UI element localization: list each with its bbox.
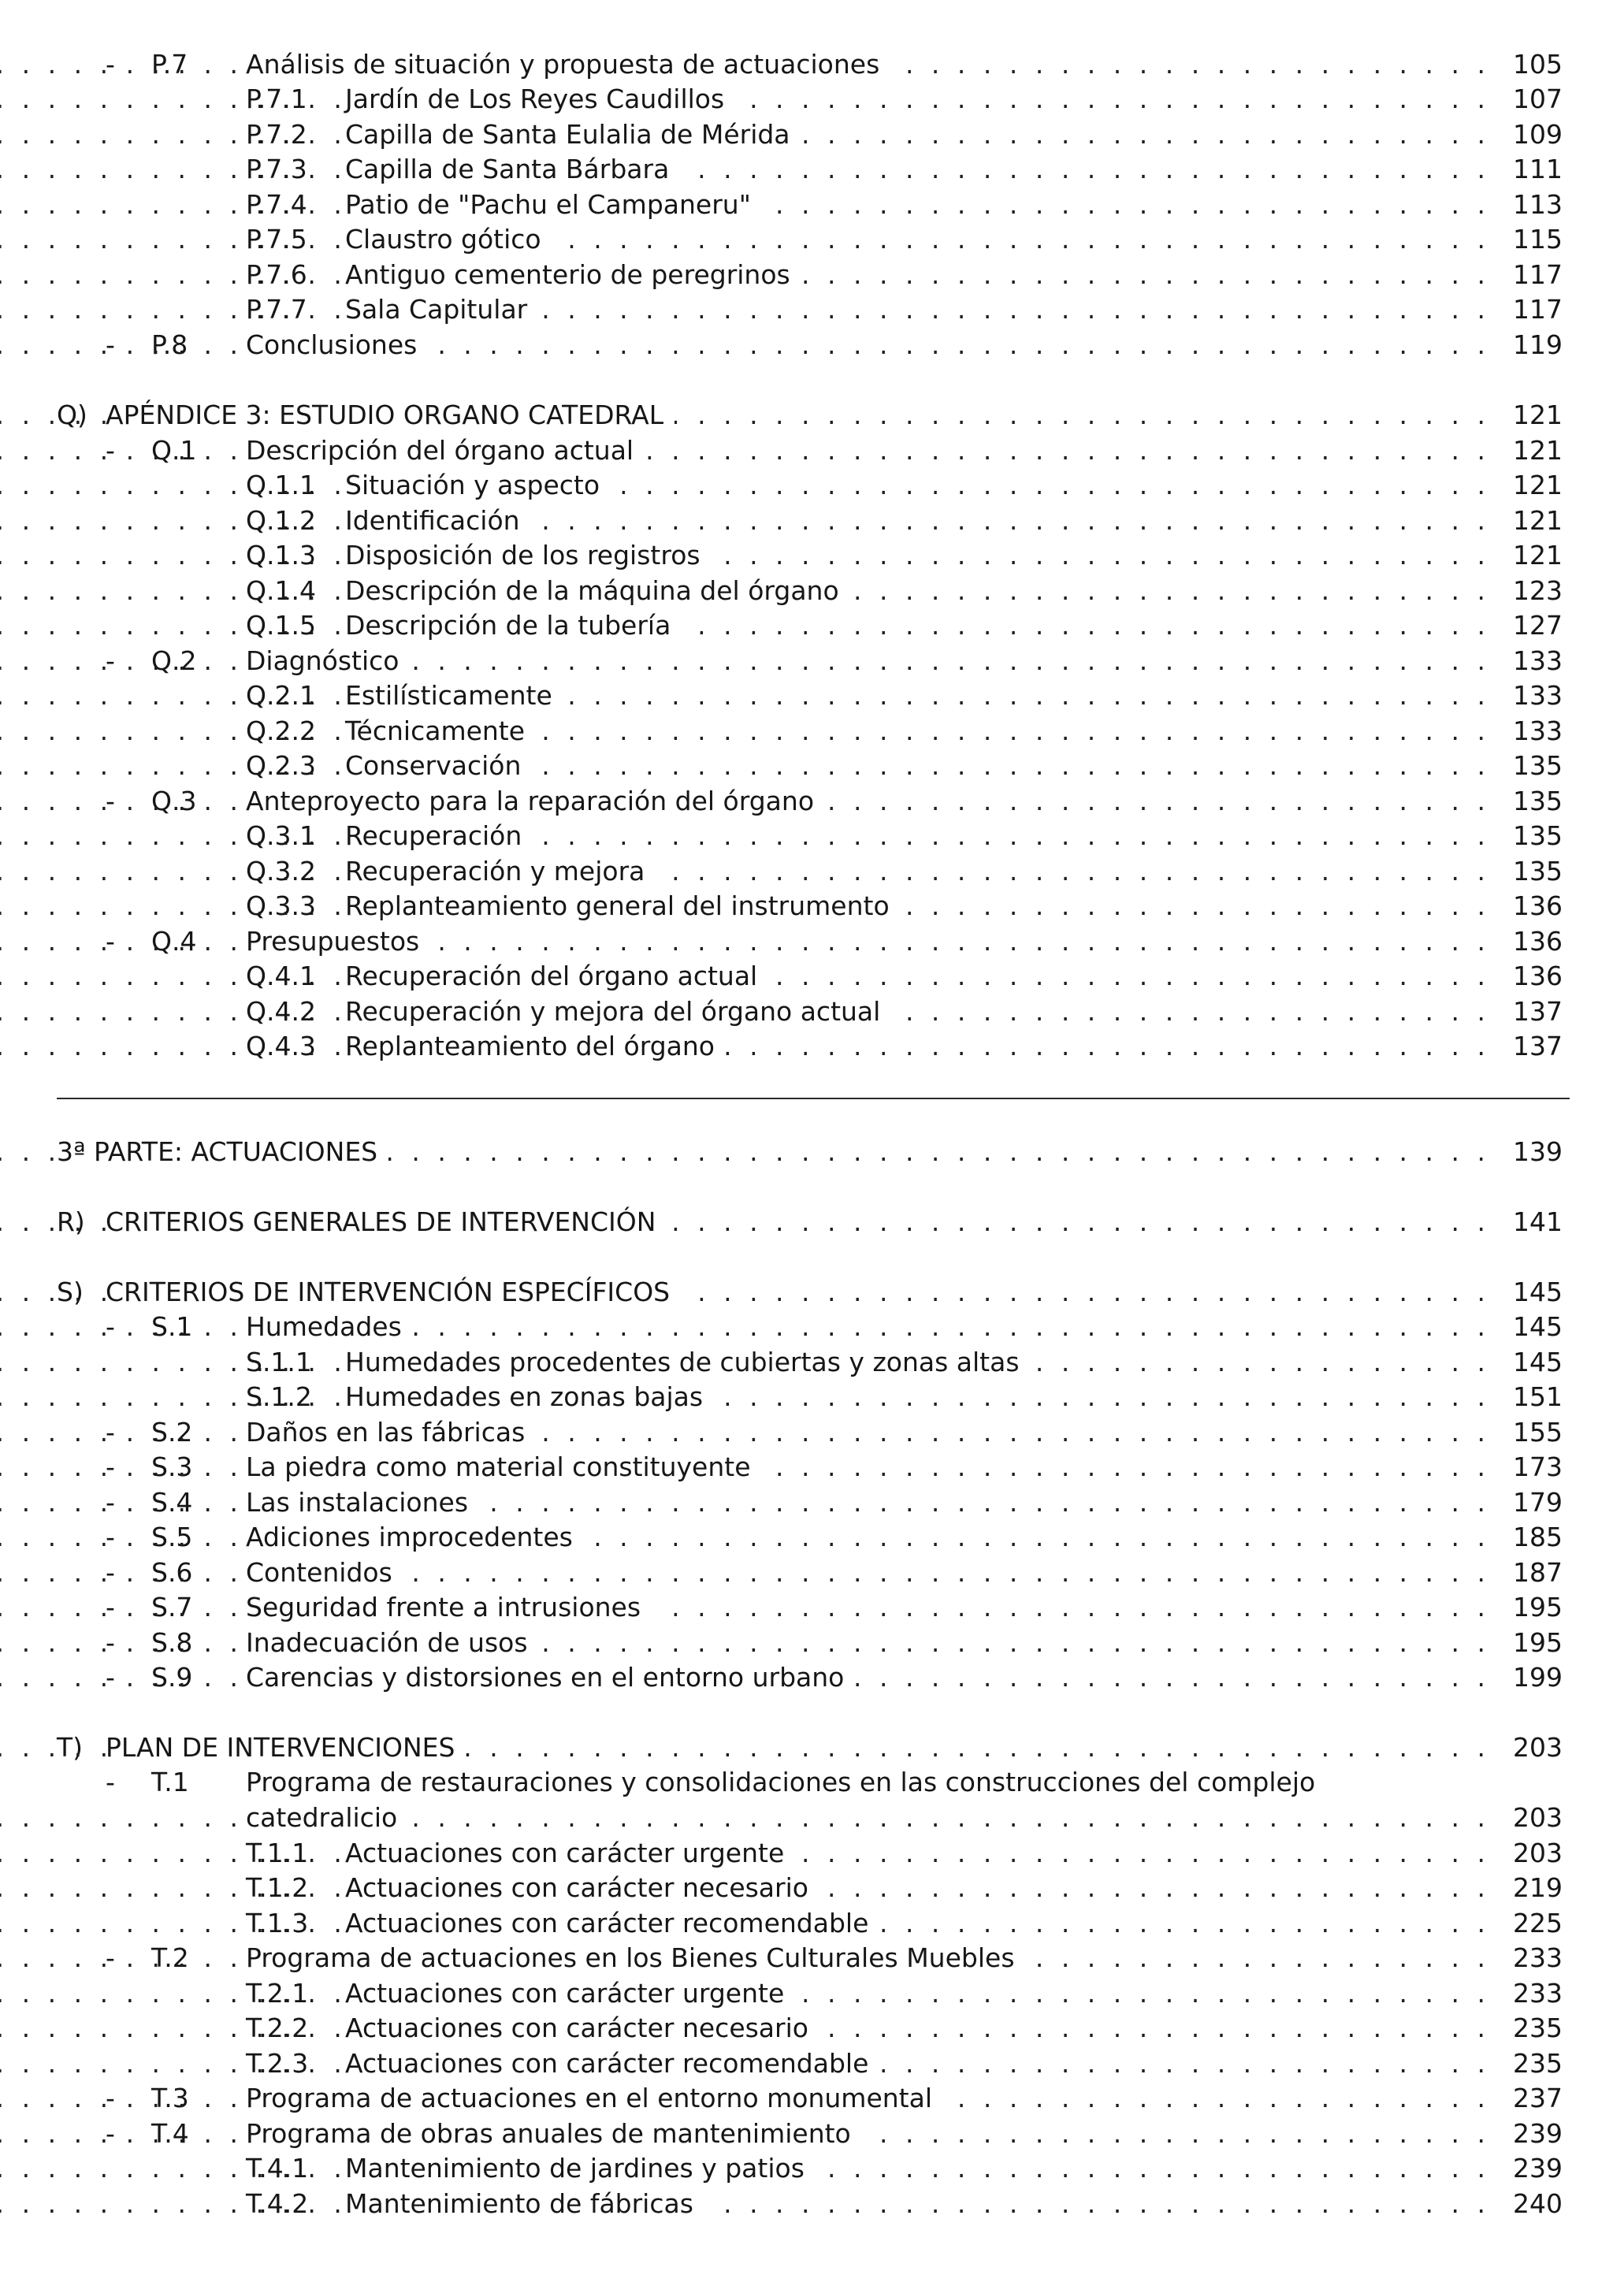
page-number: 239 [1484, 2117, 1563, 2151]
toc-entry [0, 1520, 1624, 1555]
subsection-title: Identificación [345, 504, 531, 538]
page-number: 136 [1484, 924, 1563, 959]
subsection-title: Mantenimiento de jardines y patios [345, 2151, 816, 2186]
page-number: 179 [1484, 1485, 1563, 1520]
toc-entry-continuation [0, 1801, 1624, 1835]
subsection-title: Técnicamente [345, 714, 536, 749]
section-title: Diagnóstico [246, 644, 411, 678]
page-number: 127 [1484, 608, 1563, 643]
list-dash: - [106, 329, 115, 360]
section-title: Programa de actuaciones en el entorno monumental [246, 2081, 943, 2116]
toc-entry [0, 188, 1624, 222]
dot-leader [0, 2187, 1490, 2221]
toc-entry [0, 1836, 1624, 1871]
subsection-title: Estilísticamente [345, 678, 563, 713]
page-number: 233 [1484, 1941, 1563, 1976]
section-number: T.1 [151, 1767, 189, 1797]
toc-entry [0, 749, 1624, 783]
page-number: 135 [1484, 749, 1563, 783]
section-number: S.6 [151, 1557, 193, 1588]
subsection-number: Q.2.1 [246, 680, 316, 711]
subsection-title: Antiguo cementerio de peregrinos [345, 258, 801, 292]
dot-leader [0, 1415, 1490, 1450]
subsection-number: Q.2.3 [246, 750, 316, 781]
subsection-title: Descripción de la tubería [345, 608, 682, 643]
toc-entry [0, 1941, 1624, 1976]
subsection-title: Capilla de Santa Bárbara [345, 152, 680, 187]
toc-entry [0, 152, 1624, 187]
toc-entry [0, 608, 1624, 643]
subsection-title: Sala Capitular [345, 292, 538, 327]
subsection-number: P.7.5 [246, 224, 307, 255]
chapter-title: APÉNDICE 3: ESTUDIO ORGANO CATEDRAL [106, 398, 674, 433]
subsection-number: P.7.4 [246, 189, 307, 220]
toc-entry [0, 2151, 1624, 2186]
chapter-letter: R) [57, 1206, 85, 1237]
subsection-number: T.4.2 [246, 2188, 309, 2219]
page-number: 119 [1484, 328, 1563, 362]
page-number: 113 [1484, 188, 1563, 222]
section-title: Inadecuación de usos [246, 1626, 539, 1660]
page-number: 117 [1484, 258, 1563, 292]
dot-leader [0, 292, 1490, 327]
section-number: S.8 [151, 1627, 193, 1658]
dot-leader [0, 504, 1490, 538]
list-dash: - [106, 2118, 115, 2149]
page-number: 105 [1484, 47, 1563, 82]
section-title: Humedades [246, 1310, 413, 1344]
subsection-number: T.1.2 [246, 1872, 309, 1903]
page-number: 136 [1484, 889, 1563, 924]
list-dash: - [106, 1767, 115, 1797]
page-number: 137 [1484, 1029, 1563, 1064]
subsection-number: Q.1.1 [246, 470, 316, 500]
dot-leader [0, 1590, 1490, 1625]
subsection-number: S.1.2 [246, 1381, 312, 1412]
toc-entry [0, 1730, 1624, 1765]
section-number: P.7 [151, 49, 188, 80]
page-number: 109 [1484, 117, 1563, 152]
list-dash: - [106, 1311, 115, 1342]
page-number: 121 [1484, 538, 1563, 573]
toc-entry [0, 1450, 1624, 1485]
subsection-number: Q.2.2 [246, 715, 316, 746]
section-title: Análisis de situación y propuesta de actuaciones [246, 47, 890, 82]
subsection-number: T.2.1 [246, 1978, 309, 2009]
subsection-number: Q.4.3 [246, 1031, 316, 1061]
page-number: 133 [1484, 714, 1563, 749]
page-number: 139 [1484, 1135, 1563, 1169]
section-title: Programa de restauraciones y consolidaciones en las construcciones del complejo [246, 1765, 1326, 1800]
toc-entry [0, 2117, 1624, 2151]
subsection-title: Recuperación y mejora del órgano actual [345, 994, 891, 1029]
page-number: 235 [1484, 2011, 1563, 2046]
toc-entry [0, 1765, 1624, 1800]
toc-entry [0, 1345, 1624, 1380]
page-number: 135 [1484, 854, 1563, 889]
page-number: 235 [1484, 2046, 1563, 2081]
toc-entry [0, 258, 1624, 292]
dot-leader [0, 82, 1490, 117]
subsection-number: Q.4.2 [246, 996, 316, 1027]
chapter-title: PLAN DE INTERVENCIONES [106, 1730, 466, 1765]
page-number: 233 [1484, 1976, 1563, 2011]
subsection-title: Disposición de los registros [345, 538, 712, 573]
section-title-continuation: catedralicio [246, 1801, 408, 1835]
toc-entry [0, 959, 1624, 994]
subsection-number: T.1.1 [246, 1838, 309, 1868]
toc-entry [0, 1485, 1624, 1520]
section-title: Adiciones improcedentes [246, 1520, 584, 1555]
section-title: Anteproyecto para la reparación del órgano [246, 784, 825, 819]
toc-entry [0, 2187, 1624, 2221]
toc-entry [0, 1029, 1624, 1064]
dot-leader [0, 538, 1490, 573]
subsection-title: Actuaciones con carácter necesario [345, 2011, 819, 2046]
list-dash: - [106, 2083, 115, 2113]
dot-leader [0, 924, 1490, 959]
subsection-number: P.7.2 [246, 119, 307, 150]
section-number: S.5 [151, 1522, 193, 1552]
subsection-title: Actuaciones con carácter recomendable [345, 1906, 879, 1941]
chapter-title: CRITERIOS DE INTERVENCIÓN ESPECÍFICOS [106, 1275, 681, 1310]
subsection-number: P.7.7 [246, 294, 307, 325]
section-title: Carencias y distorsiones en el entorno urbano [246, 1660, 855, 1695]
page-number: 185 [1484, 1520, 1563, 1555]
part-title: 3ª PARTE: ACTUACIONES [57, 1135, 388, 1169]
toc-entry [0, 924, 1624, 959]
page-number: 195 [1484, 1626, 1563, 1660]
page-number: 195 [1484, 1590, 1563, 1625]
page-number: 121 [1484, 433, 1563, 468]
section-number: S.3 [151, 1451, 193, 1482]
section-title: Programa de actuaciones en los Bienes Culturales Muebles [246, 1941, 1026, 1976]
toc-entry [0, 47, 1624, 82]
page-number: 133 [1484, 644, 1563, 678]
section-number: Q.4 [151, 926, 197, 957]
subsection-title: Descripción de la máquina del órgano [345, 574, 850, 608]
toc-entry [0, 538, 1624, 573]
toc-entry [0, 644, 1624, 678]
section-number: T.3 [151, 2083, 189, 2113]
page-number: 115 [1484, 222, 1563, 257]
subsection-number: Q.3.1 [246, 820, 316, 851]
list-dash: - [106, 1942, 115, 1973]
subsection-number: S.1.1 [246, 1347, 312, 1377]
section-title: Seguridad frente a intrusiones [246, 1590, 652, 1625]
toc-entry [0, 714, 1624, 749]
page-number: 237 [1484, 2081, 1563, 2116]
list-dash: - [106, 1662, 115, 1693]
toc-entry [0, 784, 1624, 819]
page-number: 199 [1484, 1660, 1563, 1695]
list-dash: - [106, 1451, 115, 1482]
toc-entry [0, 678, 1624, 713]
subsection-title: Situación y aspecto [345, 468, 611, 503]
section-number: S.4 [151, 1487, 193, 1518]
subsection-title: Mantenimiento de fábricas [345, 2187, 704, 2221]
toc-entry [0, 1310, 1624, 1344]
toc-entry [0, 1556, 1624, 1590]
page-number: 239 [1484, 2151, 1563, 2186]
subsection-number: P.7.3 [246, 154, 307, 184]
subsection-number: T.1.3 [246, 1908, 309, 1938]
toc-entry [0, 328, 1624, 362]
subsection-number: P.7.1 [246, 84, 307, 114]
subsection-number: Q.3.2 [246, 856, 316, 886]
page-number: 121 [1484, 504, 1563, 538]
list-dash: - [106, 645, 115, 676]
section-number: T.2 [151, 1942, 189, 1973]
toc-entry [0, 854, 1624, 889]
page-number: 135 [1484, 819, 1563, 853]
list-dash: - [106, 435, 115, 466]
subsection-title: Replanteamiento general del instrumento [345, 889, 901, 924]
page-number: 219 [1484, 1871, 1563, 1905]
section-title: Las instalaciones [246, 1485, 479, 1520]
list-dash: - [106, 786, 115, 816]
page-number: 203 [1484, 1801, 1563, 1835]
page-number: 145 [1484, 1310, 1563, 1344]
section-number: T.4 [151, 2118, 189, 2149]
chapter-letter: T) [57, 1732, 84, 1763]
page-number: 136 [1484, 959, 1563, 994]
toc-entry [0, 819, 1624, 853]
subsection-title: Jardín de Los Reyes Caudillos [345, 82, 735, 117]
page-number: 133 [1484, 678, 1563, 713]
subsection-number: T.2.3 [246, 2048, 309, 2079]
section-number: S.9 [151, 1662, 193, 1693]
toc-entry [0, 468, 1624, 503]
toc-entry [0, 222, 1624, 257]
section-title: La piedra como material constituyente [246, 1450, 762, 1485]
dot-leader [0, 1485, 1490, 1520]
toc-entry [0, 1275, 1624, 1310]
toc-entry [0, 1871, 1624, 1905]
dot-leader [0, 222, 1490, 257]
page-number: 135 [1484, 784, 1563, 819]
page-number: 203 [1484, 1836, 1563, 1871]
subsection-title: Recuperación del órgano actual [345, 959, 768, 994]
section-number: S.2 [151, 1417, 193, 1448]
page-number: 145 [1484, 1275, 1563, 1310]
dot-leader [0, 714, 1490, 749]
section-title: Conclusiones [246, 328, 428, 362]
dot-leader [0, 1626, 1490, 1660]
section-title: Presupuestos [246, 924, 430, 959]
subsection-title: Actuaciones con carácter urgente [345, 1976, 795, 2011]
page-number: 155 [1484, 1415, 1563, 1450]
dot-leader [0, 433, 1490, 468]
toc-entry [0, 1380, 1624, 1414]
subsection-title: Humedades procedentes de cubiertas y zonas altas [345, 1345, 1031, 1380]
section-title: Descripción del órgano actual [246, 433, 645, 468]
toc-entry [0, 1590, 1624, 1625]
section-title: Programa de obras anuales de mantenimiento [246, 2117, 862, 2151]
toc-entry [0, 1626, 1624, 1660]
subsection-number: Q.3.3 [246, 890, 316, 921]
dot-leader [0, 819, 1490, 853]
toc-entry [0, 2081, 1624, 2116]
page-number: 137 [1484, 994, 1563, 1029]
toc-entry [0, 117, 1624, 152]
dot-leader [0, 1029, 1490, 1064]
page-number: 225 [1484, 1906, 1563, 1941]
subsection-number: Q.1.2 [246, 505, 316, 536]
list-dash: - [106, 49, 115, 80]
section-number: Q.3 [151, 786, 197, 816]
dot-leader [0, 1801, 1490, 1835]
dot-leader [0, 1520, 1490, 1555]
subsection-title: Actuaciones con carácter urgente [345, 1836, 795, 1871]
subsection-number: Q.1.5 [246, 610, 316, 641]
dot-leader [0, 152, 1490, 187]
subsection-title: Patio de "Pachu el Campaneru" [345, 188, 762, 222]
subsection-title: Humedades en zonas bajas [345, 1380, 714, 1414]
toc-entry [0, 292, 1624, 327]
list-dash: - [106, 1417, 115, 1448]
chapter-letter: S) [57, 1277, 84, 1307]
list-dash: - [106, 926, 115, 957]
dot-leader [0, 749, 1490, 783]
subsection-title: Claustro gótico [345, 222, 552, 257]
list-dash: - [106, 1627, 115, 1658]
page-number: 151 [1484, 1380, 1563, 1414]
subsection-number: Q.1.4 [246, 575, 316, 606]
subsection-number: Q.1.3 [246, 540, 316, 571]
subsection-title: Conservación [345, 749, 532, 783]
toc-entry [0, 2046, 1624, 2081]
section-number: Q.1 [151, 435, 197, 466]
section-number: Q.2 [151, 645, 197, 676]
section-title: Contenidos [246, 1556, 403, 1590]
subsection-number: Q.4.1 [246, 961, 316, 991]
toc-entry [0, 2011, 1624, 2046]
toc-entry [0, 1660, 1624, 1695]
section-divider [57, 1098, 1570, 1099]
page-number: 187 [1484, 1556, 1563, 1590]
page-number: 111 [1484, 152, 1563, 187]
dot-leader [0, 854, 1490, 889]
section-number: S.7 [151, 1592, 193, 1622]
page-number: 107 [1484, 82, 1563, 117]
toc-entry [0, 82, 1624, 117]
toc-entry [0, 433, 1624, 468]
toc-entry [0, 398, 1624, 433]
page-number: 141 [1484, 1205, 1563, 1240]
page-number: 203 [1484, 1730, 1563, 1765]
subsection-title: Capilla de Santa Eulalia de Mérida [345, 117, 801, 152]
toc-entry [0, 1205, 1624, 1240]
subsection-title: Actuaciones con carácter recomendable [345, 2046, 879, 2081]
chapter-title: CRITERIOS GENERALES DE INTERVENCIÓN [106, 1205, 667, 1240]
subsection-number: P.7.6 [246, 259, 307, 290]
page-number: 117 [1484, 292, 1563, 327]
dot-leader [0, 468, 1490, 503]
list-dash: - [106, 1522, 115, 1552]
dot-leader [0, 678, 1490, 713]
page-number: 173 [1484, 1450, 1563, 1485]
dot-leader [0, 1556, 1490, 1590]
page-number: 123 [1484, 574, 1563, 608]
section-number: S.1 [151, 1311, 193, 1342]
dot-leader [0, 608, 1490, 643]
toc-entry [0, 1415, 1624, 1450]
toc-entry [0, 504, 1624, 538]
toc-entry [0, 1906, 1624, 1941]
page-number: 121 [1484, 398, 1563, 433]
subsection-title: Actuaciones con carácter necesario [345, 1871, 819, 1905]
list-dash: - [106, 1487, 115, 1518]
section-title: Daños en las fábricas [246, 1415, 536, 1450]
toc-entry [0, 574, 1624, 608]
page-number: 121 [1484, 468, 1563, 503]
page-number: 240 [1484, 2187, 1563, 2221]
toc-entry [0, 889, 1624, 924]
subsection-title: Recuperación y mejora [345, 854, 656, 889]
chapter-letter: Q) [57, 400, 87, 430]
subsection-title: Replanteamiento del órgano [345, 1029, 726, 1064]
dot-leader [0, 1380, 1490, 1414]
subsection-title: Recuperación [345, 819, 533, 853]
subsection-number: T.2.2 [246, 2013, 309, 2043]
dot-leader [0, 328, 1490, 362]
toc-entry [0, 1976, 1624, 2011]
section-number: P.8 [151, 329, 188, 360]
dot-leader [0, 644, 1490, 678]
subsection-number: T.4.1 [246, 2153, 309, 2184]
page-number: 145 [1484, 1345, 1563, 1380]
toc-entry [0, 994, 1624, 1029]
list-dash: - [106, 1592, 115, 1622]
toc-entry [0, 1135, 1624, 1169]
list-dash: - [106, 1557, 115, 1588]
dot-leader [0, 1310, 1490, 1344]
